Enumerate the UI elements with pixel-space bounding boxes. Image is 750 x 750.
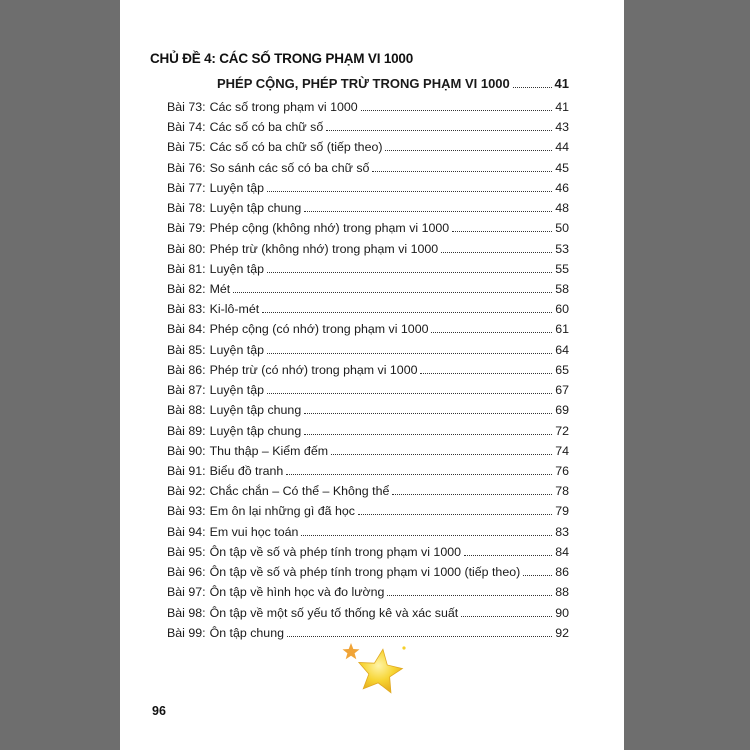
lesson-title: Luyện tập chung xyxy=(209,423,302,438)
lesson-number: Bài 87: xyxy=(167,383,206,398)
lesson-page-number: 67 xyxy=(555,383,569,398)
toc-row xyxy=(167,478,569,498)
toc-row xyxy=(167,276,569,296)
lesson-title: Các số có ba chữ số (tiếp theo) xyxy=(209,140,383,155)
lesson-number: Bài 96: xyxy=(167,565,206,580)
lesson-title: Luyện tập chung xyxy=(209,403,302,418)
lesson-page-number: 69 xyxy=(555,403,569,418)
lesson-page-number: 84 xyxy=(555,544,569,559)
lesson-title: Chắc chắn – Có thể – Không thể xyxy=(209,484,390,499)
toc-row xyxy=(167,316,569,336)
lesson-number: Bài 93: xyxy=(167,504,206,519)
lesson-page-number: 88 xyxy=(555,585,569,600)
lesson-page-number: 48 xyxy=(555,201,569,216)
dot-leader xyxy=(287,636,552,637)
toc-row xyxy=(167,357,569,377)
lesson-title: Phép cộng (có nhớ) trong phạm vi 1000 xyxy=(209,322,429,337)
lesson-page-number: 55 xyxy=(555,261,569,276)
toc-row xyxy=(167,498,569,518)
book-page xyxy=(120,0,624,750)
toc-row xyxy=(167,539,569,559)
lesson-page-number: 74 xyxy=(555,443,569,458)
lesson-number: Bài 99: xyxy=(167,625,206,640)
dot-leader xyxy=(464,555,552,556)
left-page-border xyxy=(0,0,120,750)
lesson-number: Bài 82: xyxy=(167,281,206,296)
lesson-number: Bài 76: xyxy=(167,160,206,175)
lesson-number: Bài 88: xyxy=(167,403,206,418)
dot-leader xyxy=(304,413,552,414)
dot-leader xyxy=(304,434,552,435)
lesson-title: Luyện tập xyxy=(209,261,265,276)
dot-leader xyxy=(361,110,553,111)
toc-row xyxy=(167,559,569,579)
lesson-title: So sánh các số có ba chữ số xyxy=(209,160,370,175)
dot-leader xyxy=(331,454,552,455)
lesson-title: Em vui học toán xyxy=(209,524,299,539)
lesson-number: Bài 95: xyxy=(167,544,206,559)
dot-leader xyxy=(326,130,552,131)
lesson-page-number: 90 xyxy=(555,605,569,620)
lesson-number: Bài 89: xyxy=(167,423,206,438)
toc-row xyxy=(167,579,569,599)
lesson-title: Các số có ba chữ số xyxy=(209,120,324,135)
dot-leader xyxy=(358,514,552,515)
lesson-number: Bài 73: xyxy=(167,100,206,114)
lesson-page-number: 53 xyxy=(555,241,569,256)
lesson-number: Bài 78: xyxy=(167,201,206,216)
lesson-number: Bài 81: xyxy=(167,261,206,276)
toc-row xyxy=(167,195,569,215)
section-title: PHÉP CỘNG, PHÉP TRỪ TRONG PHẠM VI 1000 xyxy=(217,76,510,91)
toc-row xyxy=(167,519,569,539)
toc-row xyxy=(167,600,569,620)
toc-row xyxy=(167,458,569,478)
dot-leader xyxy=(461,616,552,617)
dot-leader xyxy=(267,353,552,354)
dot-leader xyxy=(513,87,552,88)
toc-row xyxy=(167,296,569,316)
lesson-page-number: 46 xyxy=(555,180,569,195)
lesson-number: Bài 74: xyxy=(167,120,206,135)
lesson-page-number: 72 xyxy=(555,423,569,438)
lesson-number: Bài 86: xyxy=(167,362,206,377)
lesson-title: Mét xyxy=(209,281,231,296)
toc-row xyxy=(167,215,569,235)
lesson-page-number: 58 xyxy=(555,281,569,296)
toc-row xyxy=(167,418,569,438)
right-page-border xyxy=(624,0,750,750)
lesson-title: Luyện tập xyxy=(209,180,265,195)
lesson-title: Luyện tập xyxy=(209,383,265,398)
small-star-icon xyxy=(343,643,360,659)
toc-row xyxy=(167,377,569,397)
lesson-page-number: 65 xyxy=(555,362,569,377)
lesson-title: Thu thập – Kiểm đếm xyxy=(209,443,329,458)
toc-row xyxy=(167,175,569,195)
lesson-page-number: 92 xyxy=(555,625,569,640)
lesson-number: Bài 80: xyxy=(167,241,206,256)
dot-leader xyxy=(523,575,552,576)
dot-leader xyxy=(387,595,552,596)
lesson-title: Ôn tập về số và phép tính trong phạm vi 1000 (tiếp theo) xyxy=(209,565,521,580)
toc-row xyxy=(167,256,569,276)
big-star-icon xyxy=(355,646,404,694)
lesson-page-number: 43 xyxy=(555,120,569,135)
lesson-number: Bài 92: xyxy=(167,484,206,499)
chapter-title: CHỦ ĐỀ 4: CÁC SỐ TRONG PHẠM VI 1000 xyxy=(150,51,414,66)
lesson-title: Em ôn lại những gì đã học xyxy=(209,504,355,519)
dot-leader xyxy=(385,150,552,151)
lesson-page-number: 50 xyxy=(555,221,569,236)
dot-leader xyxy=(267,191,552,192)
star-icon xyxy=(340,640,430,710)
lesson-title: Ôn tập về số và phép tính trong phạm vi 1000 xyxy=(209,544,461,559)
toc-row xyxy=(167,134,569,154)
dot-leader xyxy=(431,332,552,333)
lesson-number: Bài 77: xyxy=(167,180,206,195)
dot-leader xyxy=(267,272,552,273)
dot-leader xyxy=(452,231,552,232)
toc-row xyxy=(167,620,569,640)
section-page-number: 41 xyxy=(554,76,569,91)
dot-leader xyxy=(420,373,552,374)
toc-row xyxy=(167,337,569,357)
page-number: 96 xyxy=(152,704,166,718)
lesson-page-number: 60 xyxy=(555,302,569,317)
lesson-title: Phép trừ (có nhớ) trong phạm vi 1000 xyxy=(209,362,418,377)
lesson-number: Bài 79: xyxy=(167,221,206,236)
dot-leader xyxy=(441,252,552,253)
dot-leader xyxy=(267,393,552,394)
lesson-number: Bài 94: xyxy=(167,524,206,539)
toc-row xyxy=(167,155,569,175)
lesson-title: Phép cộng (không nhớ) trong phạm vi 1000 xyxy=(209,221,450,236)
lesson-page-number: 86 xyxy=(555,565,569,580)
dot-leader xyxy=(301,535,552,536)
lesson-number: Bài 84: xyxy=(167,322,206,337)
lesson-number: Bài 85: xyxy=(167,342,206,357)
dot-leader xyxy=(286,474,552,475)
lesson-title: Ôn tập về hình học và đo lường xyxy=(209,585,385,600)
lesson-number: Bài 91: xyxy=(167,463,206,478)
toc-row xyxy=(167,236,569,256)
section-row xyxy=(217,71,569,91)
dot-leader xyxy=(262,312,552,313)
lesson-page-number: 61 xyxy=(555,322,569,337)
lesson-title: Luyện tập xyxy=(209,342,265,357)
lesson-number: Bài 90: xyxy=(167,443,206,458)
lesson-page-number: 76 xyxy=(555,463,569,478)
lesson-title: Biểu đồ tranh xyxy=(209,463,284,478)
lesson-title: Luyện tập chung xyxy=(209,201,302,216)
toc-row xyxy=(167,397,569,417)
lesson-number: Bài 97: xyxy=(167,585,206,600)
dot-leader xyxy=(372,171,552,172)
star-decoration xyxy=(340,640,430,710)
dot-leader xyxy=(304,211,552,212)
dot-leader xyxy=(233,292,552,293)
toc-row xyxy=(167,114,569,134)
lesson-page-number: 79 xyxy=(555,504,569,519)
toc-row xyxy=(167,94,569,114)
lesson-page-number: 45 xyxy=(555,160,569,175)
lesson-title: Các số trong phạm vi 1000 xyxy=(209,100,358,114)
lesson-page-number: 41 xyxy=(555,100,569,114)
toc-row xyxy=(167,438,569,458)
lesson-page-number: 83 xyxy=(555,524,569,539)
lesson-title: Phép trừ (không nhớ) trong phạm vi 1000 xyxy=(209,241,439,256)
lesson-title: Ki-lô-mét xyxy=(209,302,260,317)
lesson-title: Ôn tập về một số yếu tố thống kê và xác suất xyxy=(209,605,459,620)
lesson-page-number: 78 xyxy=(555,484,569,499)
dot-leader xyxy=(392,494,552,495)
sparkle-dot xyxy=(402,646,405,649)
lesson-number: Bài 75: xyxy=(167,140,206,155)
lesson-number: Bài 98: xyxy=(167,605,206,620)
lesson-page-number: 64 xyxy=(555,342,569,357)
lesson-title: Ôn tập chung xyxy=(209,625,284,640)
lesson-page-number: 44 xyxy=(555,140,569,155)
lesson-number: Bài 83: xyxy=(167,302,206,317)
